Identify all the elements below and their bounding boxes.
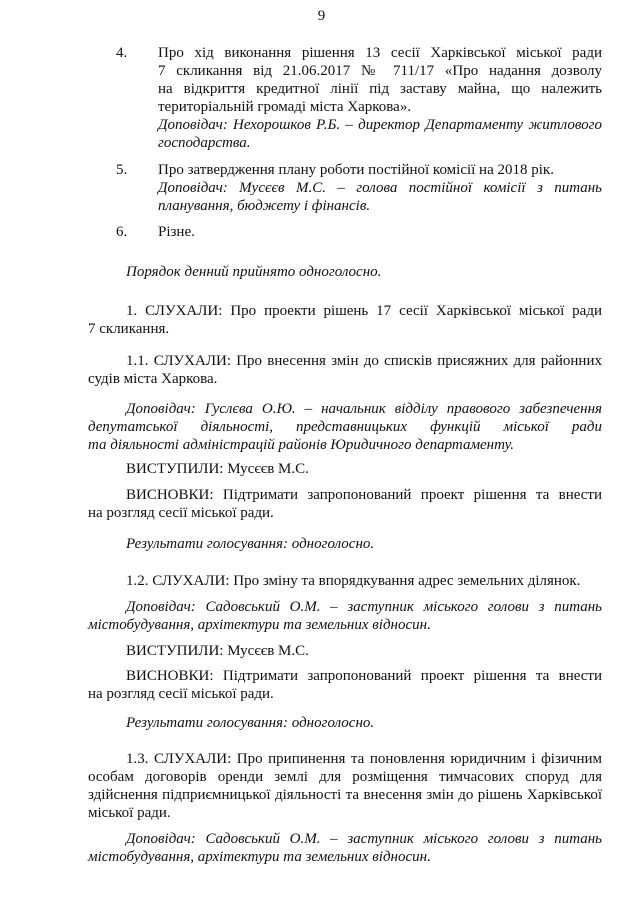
agenda-item-number: 4.: [116, 45, 128, 61]
speaker-line: Доповідач: Садовський О.М. – заступник міського голови з питань: [126, 831, 602, 847]
section-1-3-speaker: [88, 830, 602, 866]
section-1-2-speaker: [88, 598, 602, 634]
heard-line: особам договорів оренди землі для розміщення тимчасових споруд для: [88, 769, 602, 785]
heard-line: здійснення підприємницької діяльності та внесення змін до рішень Харківської: [88, 787, 602, 803]
section-1-line: 1. СЛУХАЛИ: Про проекти рішень 17 сесії Харківської міської ради: [126, 303, 602, 319]
page-number: 9: [317, 8, 326, 24]
heard-line: судів міста Харкова.: [88, 371, 218, 387]
heard-line: міської ради.: [88, 805, 171, 821]
agenda-item-text-line: Різне.: [158, 224, 195, 240]
speaker-line: депутатської діяльності, представницьких функцій міської ради: [88, 419, 602, 435]
section-1-3-heard: [88, 750, 602, 822]
section-1-1-vote: Результати голосування: одноголосно.: [126, 536, 375, 552]
speaker-line: та діяльності адміністрацій районів Юридичного департаменту.: [88, 437, 515, 453]
agenda-item-text-line: Про затвердження плану роботи постійної комісії на 2018 рік.: [158, 162, 554, 178]
agenda-item-6: [158, 223, 602, 241]
conclusion-line: на розгляд сесії міської ради.: [88, 505, 274, 521]
section-1-2-vote: Результати голосування: одноголосно.: [126, 715, 375, 731]
agenda-item-text-line: Про хід виконання рішення 13 сесії Харківської міської ради: [158, 45, 602, 61]
agenda-item-5: [158, 161, 602, 215]
speaker-line: містобудування, архітектури та земельних відносин.: [88, 849, 431, 865]
agenda-item-speaker-line: господарства.: [158, 135, 251, 151]
agenda-item-text-line: на відкриття кредитної лінії під заставу майна, що належить: [158, 81, 602, 97]
agenda-item-speaker-line: Доповідач: Мусєєв М.С. – голова постійної комісії з питань: [158, 180, 602, 196]
conclusion-line: ВИСНОВКИ: Підтримати запропонований проект рішення та внести: [126, 487, 602, 503]
agenda-item-number: 6.: [116, 224, 128, 240]
section-1-heard: [88, 302, 602, 338]
speaker-line: містобудування, архітектури та земельних відносин.: [88, 617, 431, 633]
conclusion-line: ВИСНОВКИ: Підтримати запропонований проект рішення та внести: [126, 668, 602, 684]
conclusion-line: на розгляд сесії міської ради.: [88, 686, 274, 702]
agenda-item-text-line: 7 скликання від 21.06.2017 № 711/17 «Про надання дозволу: [158, 63, 602, 79]
speaker-line: Доповідач: Садовський О.М. – заступник міського голови з питань: [126, 599, 602, 615]
agenda-item-number: 5.: [116, 162, 128, 178]
agenda-item-speaker-line: планування, бюджету і фінансів.: [158, 198, 371, 214]
agenda-adopted-note: Порядок денний прийнято одноголосно.: [126, 264, 382, 280]
heard-line: 1.1. СЛУХАЛИ: Про внесення змін до списків присяжних для районних: [126, 353, 602, 369]
section-1-2-conclusions: [88, 667, 602, 703]
section-1-1-spoke: ВИСТУПИЛИ: Мусєєв М.С.: [126, 461, 309, 477]
section-1-1-speaker: [88, 400, 602, 454]
speaker-line: Доповідач: Гуслєва О.Ю. – начальник відділу правового забезпечення: [126, 401, 602, 417]
agenda-item-speaker-line: Доповідач: Нехорошков Р.Б. – директор Департаменту житлового: [158, 117, 602, 133]
agenda-item-text-line: територіальній громаді міста Харкова».: [158, 99, 412, 115]
section-1-1-heard: [88, 352, 602, 388]
agenda-item-4: [158, 44, 602, 152]
section-1-2-spoke: ВИСТУПИЛИ: Мусєєв М.С.: [126, 643, 309, 659]
heard-line: 1.3. СЛУХАЛИ: Про припинення та поновлення юридичним і фізичним: [126, 751, 602, 767]
section-1-line: 7 скликання.: [88, 321, 170, 337]
section-1-1-conclusions: [88, 486, 602, 522]
section-1-2-heard: 1.2. СЛУХАЛИ: Про зміну та впорядкування адрес земельних ділянок.: [126, 573, 581, 589]
